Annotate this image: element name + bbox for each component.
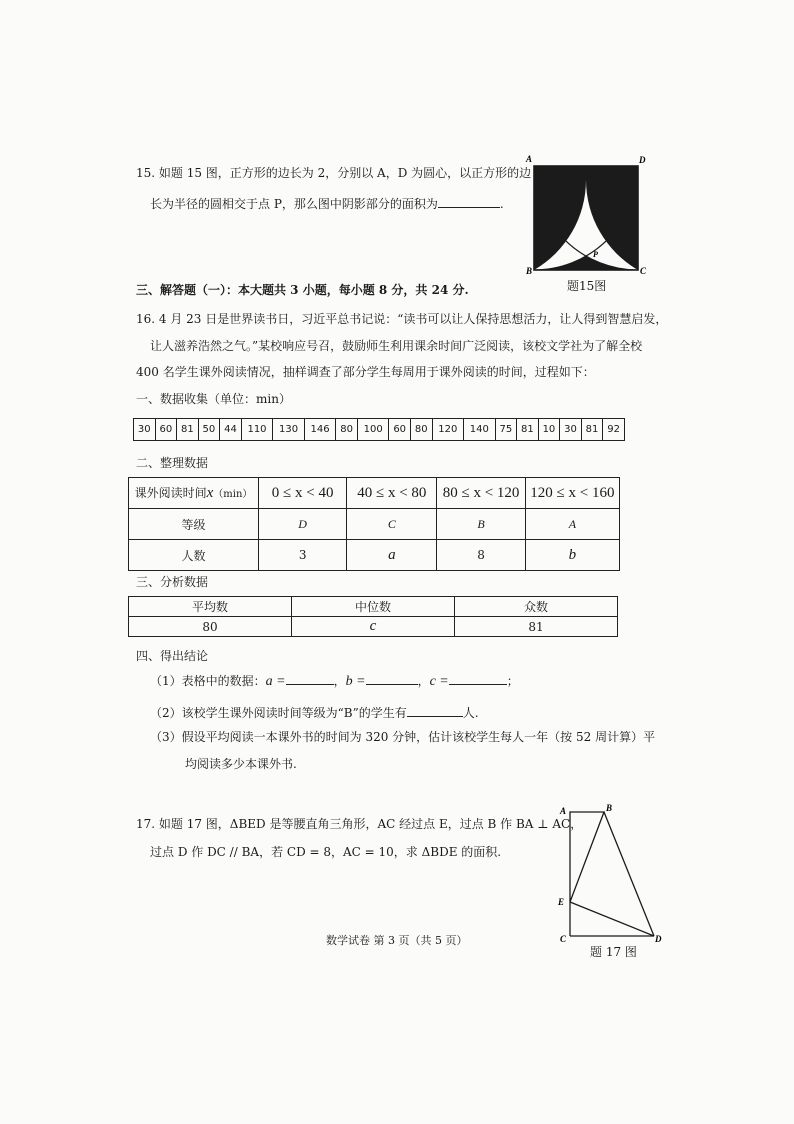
q15-label-d: D <box>639 155 646 165</box>
raw-data-cell: 120 <box>432 419 464 441</box>
table-row <box>129 540 620 571</box>
table-row <box>129 597 618 617</box>
grade-cell: A <box>525 509 619 540</box>
raw-data-cell: 110 <box>241 419 273 441</box>
q15-line-2-text: 长为半径的圆相交于点 P，那么图中阴影部分的面积为 <box>150 197 438 211</box>
q16-sub-1-prefix: （1）表格中的数据： <box>150 674 266 688</box>
q16-answer-a-blank <box>286 672 334 685</box>
grade-range-cell: 40 ≤ x < 80 <box>347 478 437 509</box>
q15-line-2-end: . <box>499 197 504 211</box>
q16-step-3-title: 三、分析数据 <box>136 575 209 589</box>
q17-line-2: 过点 D 作 DC // BA，若 CD = 8，AC = 10，求 ΔBDE 的面积. <box>150 845 502 859</box>
page-footer: 数学试卷 第 3 页（共 5 页） <box>326 934 468 947</box>
q17-label-e: E <box>558 897 565 907</box>
raw-data-cell: 60 <box>155 419 177 441</box>
q16-sub-3-line-1: （3）假设平均阅读一本课外书的时间为 320 分钟，估计该校学生每人一年（按 52 周计算）平 <box>150 730 656 744</box>
q15-figure <box>524 150 654 278</box>
q16-sub-1-a-label: a = <box>265 674 286 689</box>
raw-data-cell: 60 <box>389 419 411 441</box>
q16-step-1-title: 一、数据收集（单位：min） <box>136 392 291 406</box>
stats-header: 中位数 <box>292 597 455 617</box>
q17-segment-ed <box>570 902 654 936</box>
raw-data-cell: 80 <box>336 419 358 441</box>
q17-segment-bd <box>604 812 654 936</box>
raw-data-cell: 130 <box>273 419 305 441</box>
stats-header: 平均数 <box>129 597 292 617</box>
grade-cell: C <box>347 509 437 540</box>
grade-row-label: 等级 <box>129 509 259 540</box>
q15-line-2 <box>150 195 504 210</box>
q16-sub-2 <box>150 704 479 719</box>
q16-sub-1-sep: ， <box>417 674 430 688</box>
grade-cell: D <box>259 509 347 540</box>
raw-data-cell: 80 <box>410 419 432 441</box>
q15-line-1: 15. 如题 15 图，正方形的边长为 2，分别以 A，D 为圆心，以正方形的边 <box>136 166 532 180</box>
count-cell: a <box>347 540 437 571</box>
table-row <box>129 478 620 509</box>
q17-label-c: C <box>560 934 567 944</box>
q16-line-2: 让人滋养浩然之气。”某校响应号召，鼓励师生利用课余时间广泛阅读，该校文学社为了解全校 <box>150 339 643 353</box>
count-row-label: 人数 <box>129 540 259 571</box>
q16-step-2-title: 二、整理数据 <box>136 456 209 470</box>
q16-sub-1-end: ； <box>506 674 519 688</box>
q17-triangle-abe <box>570 812 604 902</box>
q15-shaded-top <box>534 166 638 270</box>
q17-figure-caption: 题 17 图 <box>590 945 637 959</box>
raw-data-cell: 50 <box>198 419 220 441</box>
q16-answer-c-blank <box>449 672 507 685</box>
q15-label-p: P <box>593 250 598 259</box>
stats-value: 80 <box>129 617 292 637</box>
raw-data-cell: 30 <box>134 419 156 441</box>
q16-step-4-title: 四、得出结论 <box>136 649 209 663</box>
q16-sub-1 <box>150 672 519 689</box>
q16-sub-2-prefix: （2）该校学生课外阅读时间等级为“B”的学生有 <box>150 706 407 720</box>
count-cell: b <box>525 540 619 571</box>
q16-answer-2-blank <box>407 704 463 717</box>
q16-sub-3-line-2: 均阅读多少本课外书. <box>185 757 297 771</box>
q15-label-b: B <box>526 266 533 276</box>
q15-label-c: C <box>640 266 647 276</box>
q16-sub-1-sep: ， <box>333 674 346 688</box>
section-3-heading: 三、解答题（一）：本大题共 3 小题，每小题 8 分，共 24 分. <box>136 283 469 297</box>
q16-line-3: 400 名学生课外阅读情况，抽样调查了部分学生每周用于课外阅读的时间，过程如下： <box>136 365 595 379</box>
stats-value: 81 <box>454 617 617 637</box>
q17-label-d: D <box>655 934 662 944</box>
grade-range-cell: 0 ≤ x < 40 <box>259 478 347 509</box>
raw-data-cell: 30 <box>560 419 582 441</box>
raw-data-row <box>134 419 625 441</box>
raw-data-cell: 81 <box>517 419 539 441</box>
raw-data-table <box>133 418 625 441</box>
q17-figure <box>552 798 678 946</box>
q16-answer-b-blank <box>366 672 418 685</box>
q17-line-1: 17. 如题 17 图，ΔBED 是等腰直角三角形，AC 经过点 E，过点 B 作 BA ⊥ AC， <box>136 817 583 831</box>
grade-cell: B <box>437 509 525 540</box>
q15-figure-caption: 题15图 <box>567 279 607 293</box>
table-row <box>129 509 620 540</box>
raw-data-cell: 10 <box>538 419 560 441</box>
raw-data-cell: 81 <box>581 419 603 441</box>
count-cell: 8 <box>437 540 525 571</box>
grade-table <box>128 477 620 571</box>
raw-data-cell: 140 <box>464 419 496 441</box>
stats-value: c <box>292 617 455 637</box>
stats-table <box>128 596 618 637</box>
raw-data-cell: 75 <box>495 419 517 441</box>
raw-data-cell: 44 <box>220 419 242 441</box>
q17-label-a: A <box>560 806 567 816</box>
stats-header: 众数 <box>454 597 617 617</box>
table-row <box>129 617 618 637</box>
raw-data-cell: 92 <box>603 419 625 441</box>
q15-label-a: A <box>526 154 533 164</box>
raw-data-cell: 100 <box>357 419 389 441</box>
grade-header-label: 课外阅读时间x（min） <box>129 478 259 509</box>
count-cell: 3 <box>259 540 347 571</box>
grade-range-cell: 120 ≤ x < 160 <box>525 478 619 509</box>
q16-sub-1-b-label: b = <box>345 674 366 689</box>
raw-data-cell: 146 <box>304 419 336 441</box>
q16-sub-2-end: 人. <box>462 706 479 720</box>
raw-data-cell: 81 <box>177 419 199 441</box>
q15-answer-blank <box>438 195 500 208</box>
grade-range-cell: 80 ≤ x < 120 <box>437 478 525 509</box>
q16-sub-1-c-label: c = <box>429 674 449 689</box>
q16-line-1: 16. 4 月 23 日是世界读书日，习近平总书记说：“读书可以让人保持思想活力，让人得到智慧启发， <box>136 312 668 326</box>
q17-label-b: B <box>606 803 613 813</box>
